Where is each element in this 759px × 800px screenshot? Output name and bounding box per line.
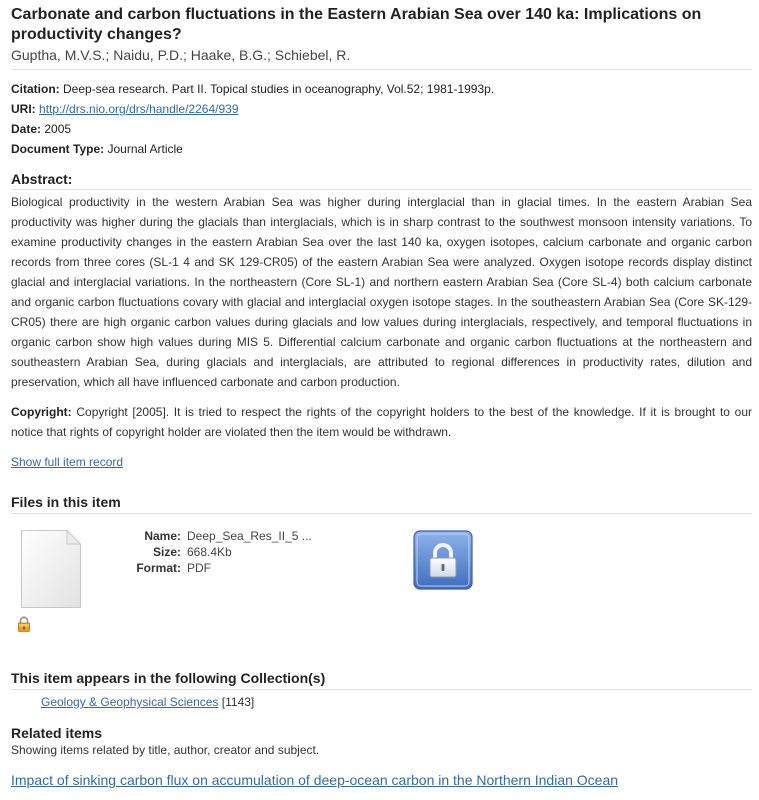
copyright-label: Copyright:	[11, 405, 72, 419]
uri-row	[11, 99, 752, 119]
related-item-link[interactable]: Impact of sinking carbon flux on accumulation of deep-ocean carbon in the Northern Indian Ocean	[11, 772, 619, 788]
doctype-value: Journal Article	[107, 142, 183, 156]
uri-link[interactable]: http://drs.nio.org/drs/handle/2264/939	[39, 102, 239, 116]
file-format-value: PDF	[187, 561, 211, 575]
full-record-row	[11, 452, 752, 472]
copyright-block	[11, 402, 752, 442]
date-value: 2005	[44, 122, 72, 136]
collections-list	[11, 690, 752, 714]
file-name-label: Name:	[144, 529, 181, 543]
file-size-value: 668.4Kb	[187, 545, 232, 559]
collection-count: [1143]	[221, 695, 255, 709]
files-heading: Files in this item	[11, 494, 121, 510]
related-description: Showing items related by title, author, creator and subject.	[11, 743, 320, 757]
collections-heading: This item appears in the following Collection(s)	[11, 670, 326, 686]
citation-value: Deep-sea research. Part II. Topical studies in oceanography, Vol.52; 1981-1993p.	[63, 82, 495, 96]
doctype-row	[11, 139, 752, 159]
collection-link-geology[interactable]: Geology & Geophysical Sciences	[41, 695, 219, 709]
item-authors: Guptha, M.V.S.; Naidu, P.D.; Haake, B.G.; Schiebel, R.	[11, 47, 351, 63]
padlock-icon	[16, 616, 32, 632]
date-label: Date:	[11, 122, 42, 136]
related-item	[11, 770, 752, 790]
metadata-block	[11, 79, 752, 159]
copyright-text: Copyright [2005]. It is tried to respect the rights of the copyright holders to the best of the knowledge. If it is brought to our notice that rights of copyright holder are violated then the item would be withdrawn.	[11, 405, 752, 439]
file-name-row	[111, 528, 312, 544]
list-item	[41, 690, 752, 714]
related-heading: Related items	[11, 725, 103, 741]
citation-row	[11, 79, 752, 99]
file-entry	[11, 514, 752, 644]
file-format-row	[111, 560, 312, 576]
file-size-row	[111, 544, 312, 560]
date-row	[11, 119, 752, 139]
divider	[11, 69, 752, 70]
uri-label: URI:	[11, 102, 36, 116]
file-format-label: Format:	[136, 561, 181, 575]
abstract-text: Biological productivity in the western Arabian Sea was higher during interglacial than in glacial times. In the eastern Arabian Sea productivity was higher during the glacials than interglacials, which is in sharp contrast to the southwest monsoon intensity variations. To examine productivity changes in the eastern Arabian Sea over the last 140 ka, oxygen isotopes, calcium carbonate and organic carbon records from three cores (SL-1 4 and SK 129-CR05) of the eastern Arabian Sea were analyzed. Oxygen isotope records display distinct glacial and interglacial variations. In the northeastern (Core SL-1) and northern eastern Arabian Sea (Core SL-4) both calcium carbonate and organic carbon fluctuations covary with glacial and interglacial oxygen isotope stages. In the southeastern Arabian Sea (Core SK-129-CR05) there are high organic carbon values during glacials and low values during interglacials, respectively, and temporal fluctuations in organic carbon show high values during MIS 5. Differential calcium carbonate and organic carbon fluctuations at the northeastern and southeastern Arabian Sea, during glacials and interglacials, are attributed to regional differences in productivity rates, dilution and preservation, which all have influenced carbonate and carbon production.	[11, 195, 752, 389]
file-metadata	[111, 528, 312, 576]
doctype-label: Document Type:	[11, 142, 105, 156]
file-name-value: Deep_Sea_Res_II_5 ...	[187, 529, 312, 543]
item-title: Carbonate and carbon fluctuations in the Eastern Arabian Sea over 140 ka: Implications on productivity changes?	[11, 6, 702, 43]
abstract-heading: Abstract:	[11, 171, 73, 187]
document-thumbnail-icon[interactable]	[21, 530, 81, 608]
show-full-record-link[interactable]: Show full item record	[11, 455, 124, 469]
citation-label: Citation:	[11, 82, 60, 96]
divider	[11, 189, 752, 190]
file-size-label: Size:	[152, 545, 181, 559]
restricted-access-lock-icon[interactable]	[413, 530, 473, 590]
